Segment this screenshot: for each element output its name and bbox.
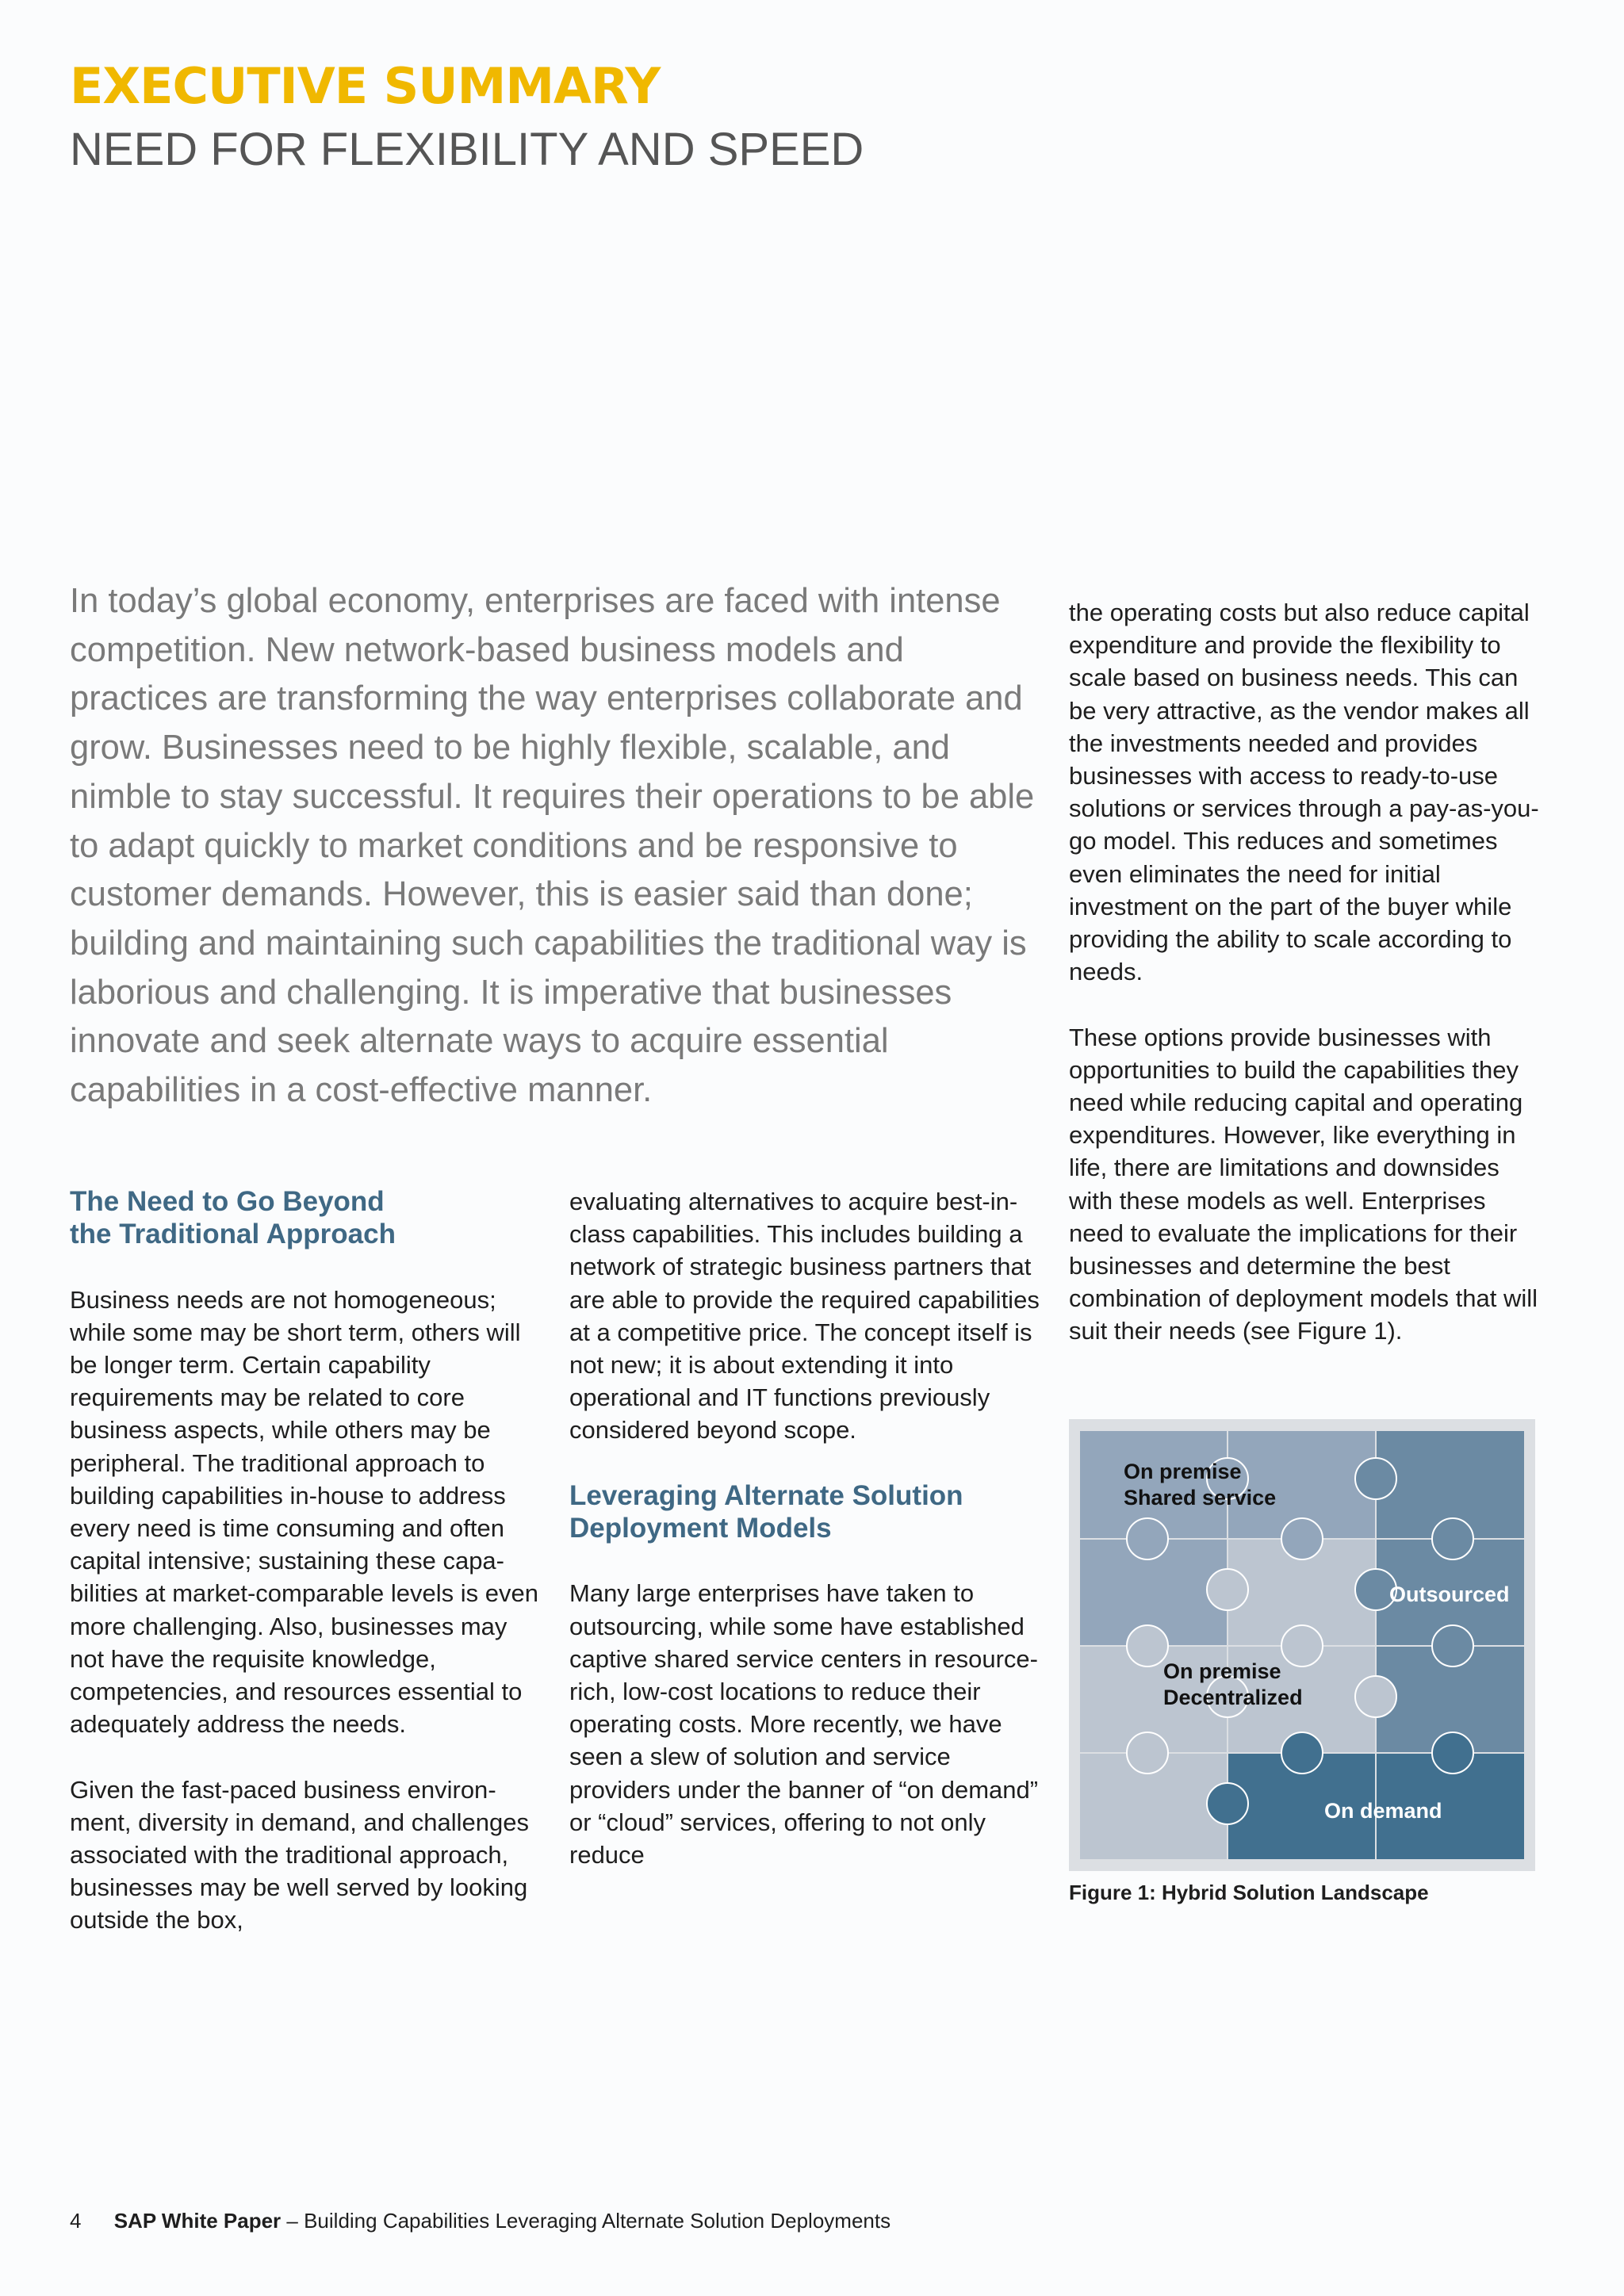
- puzzle-tab: [1207, 1783, 1248, 1824]
- page-number: 4: [70, 2209, 82, 2233]
- body-paragraph: Given the fast-paced business environment, diversity in demand, and challenges associated with the traditional approach, businesses may be well served by looking outside the box,: [70, 1775, 529, 1934]
- label-outsourced: Outsourced: [1389, 1582, 1510, 1606]
- puzzle-tab: [1207, 1569, 1248, 1610]
- page-title: EXECUTIVE SUMMARY: [70, 57, 661, 115]
- body-paragraph: Business needs are not homogeneous; while some may be short term, others will be longer term. Certain capability requirements may be related to core business aspects, while others may be peripheral. The traditional approach to building capabilities in-house to address every need is time consuming and often capital intensive; sustaining these capabilities at market-comparable levels is even more challenging. Also, businesses may not have the requisite knowledge, competencies, and resources essential to adequately address the needs.: [70, 1285, 538, 1739]
- label-on-demand: On demand: [1324, 1799, 1442, 1823]
- section-heading-leveraging: [569, 1479, 1045, 1544]
- puzzle-tab: [1432, 1518, 1473, 1559]
- section-heading-line: the Traditional Approach: [70, 1219, 396, 1250]
- footer-brand: SAP White Paper: [113, 2209, 282, 2233]
- figure-caption: Figure 1: Hybrid Solution Landscape: [1069, 1881, 1429, 1904]
- label-line: On premise: [1124, 1460, 1242, 1483]
- section-heading-line: Deployment Models: [569, 1513, 832, 1544]
- puzzle-figure: [1080, 1431, 1524, 1859]
- intro-paragraph: In today’s global economy, enterprises are faced with intense competition. New network-based business models and practices are transforming the way enterprises collaborate and grow. Businesses need to be highly flexible, scalable, and nimble to stay successful. It requires their operations to be able to adapt quickly to market conditions and be responsive to customer demands. However, this is easier said than done; building and maintaining such capabilities the traditional way is laborious and challenging. It is imperative that businesses innovate and seek alternate ways to acquire essential capabilities in a cost-effective manner.: [70, 582, 1035, 1110]
- puzzle-tab: [1127, 1518, 1168, 1559]
- section-heading-line: Leveraging Alternate Solution: [569, 1479, 963, 1511]
- column-left: [70, 1185, 546, 1969]
- puzzle-tab: [1281, 1518, 1323, 1559]
- label-line: Shared service: [1124, 1486, 1277, 1510]
- puzzle-tab: [1432, 1732, 1473, 1774]
- page-footer: [70, 2209, 891, 2233]
- puzzle-tab: [1127, 1625, 1168, 1667]
- puzzle-tab: [1355, 1458, 1396, 1499]
- puzzle-tab: [1281, 1625, 1323, 1667]
- label-line: On premise: [1163, 1659, 1281, 1683]
- puzzle-tab: [1281, 1732, 1323, 1774]
- section-heading-need-beyond: [70, 1185, 546, 1250]
- body-paragraph: Many large enterprises have taken to outsourcing, while some have established captive shared service centers in resource-rich, low-cost locations to reduce their operating costs. More recently, we have seen a slew of solution and service providers under the banner of “on demand” or “cloud” services, offering to not only reduce: [569, 1579, 1039, 1869]
- page-subtitle: NEED FOR FLEXIBILITY AND SPEED: [70, 124, 864, 175]
- body-paragraph: the operating costs but also reduce capital expenditure and provide the flexibility to scale based on business needs. This can be very attractive, as the vendor makes all the investments needed and provides businesses with access to ready-to-use solutions or services through a pay-as-you-go model. This reduces and sometimes even eliminates the need for initial investment on the part of the buyer while providing the ability to scale according to needs.: [1069, 599, 1539, 986]
- puzzle-tab: [1355, 1676, 1396, 1717]
- puzzle-tab: [1127, 1732, 1168, 1774]
- label-line: Decentralized: [1163, 1686, 1303, 1709]
- body-paragraph: evaluating alternatives to acquire best-in-class capabilities. This includes building a network of strategic business partners that are able to provide the required capabilities at a competitive price. The concept itself is not new; it is about extending it into operational and IT functions previously considered beyond scope.: [569, 1188, 1040, 1445]
- column-middle: [569, 1185, 1045, 1904]
- column-right: [1069, 596, 1545, 1380]
- puzzle-tab: [1432, 1625, 1473, 1667]
- section-heading-line: The Need to Go Beyond: [70, 1186, 385, 1217]
- footer-title: – Building Capabilities Leveraging Alternate Solution Deployments: [286, 2209, 891, 2233]
- body-paragraph: These options provide businesses with opportunities to build the capabilities they need while reducing capital and operating expenditures. However, like everything in life, there are limitations and downsides with these models as well. Enterprises need to evaluate the implications for their businesses and determine the best combination of deployment models that will suit their needs (see Figure 1).: [1069, 1023, 1538, 1345]
